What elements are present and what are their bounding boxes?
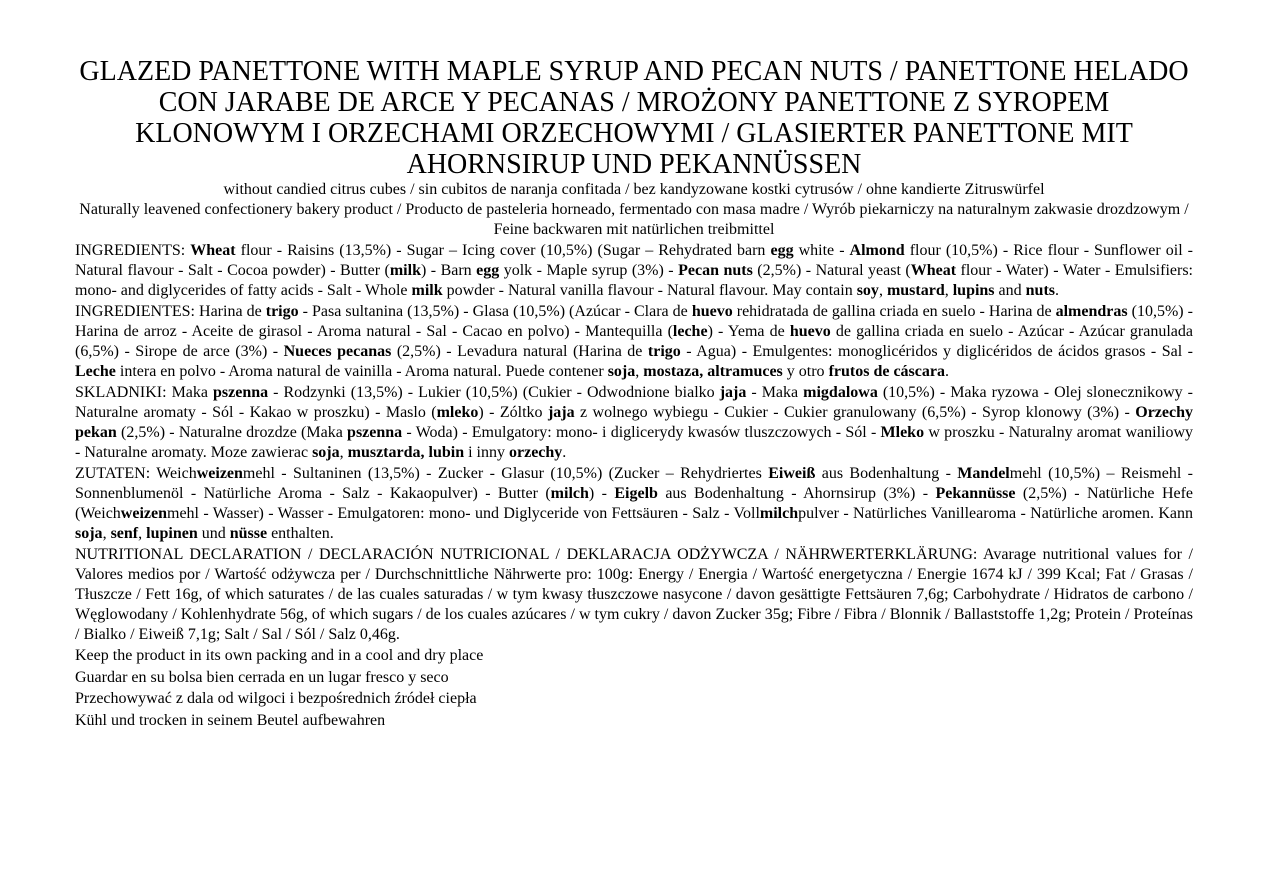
allergen-highlight: Wheat bbox=[190, 242, 236, 259]
subtitle-citrus: without candied citrus cubes / sin cubitos de naranja confitada / bez kandyzowane kostki cytrusów / ohne kandierte Zitruswürfel bbox=[223, 181, 1045, 198]
allergen-highlight: musztarda, lubin bbox=[347, 444, 465, 461]
allergen-highlight: Almond bbox=[849, 242, 905, 259]
product-title: GLAZED PANETTONE WITH MAPLE SYRUP AND PECAN NUTS / PANETTONE HELADO CON JARABE DE ARCE Y PECANAS / MROŻONY PANETTONE Z SYROPEM KLONOWYM I ORZECHAMI ORZECHOWYMI / GLASIERTER PANETTONE MIT AHORNSIRUP UND PEKANNÜSSEN bbox=[79, 56, 1189, 180]
allergen-highlight: milk bbox=[389, 262, 421, 279]
allergen-highlight: Wheat bbox=[910, 262, 957, 279]
allergen-highlight: soja bbox=[312, 444, 340, 461]
allergen-highlight: milk bbox=[411, 282, 443, 299]
allergen-highlight: jaja bbox=[719, 384, 747, 401]
allergen-highlight: Nueces pecanas bbox=[283, 343, 392, 360]
allergen-highlight: trigo bbox=[647, 343, 681, 360]
ingredients-en: INGREDIENTS: Wheat flour - Raisins (13,5%) - Sugar – Icing cover (10,5%) (Sugar – Rehydrated barn egg white - Almond flour (10,5%) - Rice flour - Sunflower oil - Natural flavour - Salt - Cocoa powder) - Butter (milk) - Barn egg yolk - Maple syrup (3%) - Pecan nuts (2,5%) - Natural yeast (Wheat flour - Water) - Water - Emulsifiers: mono- and diglycerides of fatty acids - Salt - Whole milk powder - Natural vanilla flavour - Natural flavour. May contain soy, mustard, lupins and nuts. bbox=[75, 242, 1194, 299]
ingredients-de: ZUTATEN: Weichweizenmehl - Sultaninen (13,5%) - Zucker - Glasur (10,5%) (Zucker – Rehydriertes Eiweiß aus Bodenhaltung - Mandelmehl (10,5%) – Reismehl - Sonnenblumenöl - Natürliche Aroma - Salz - Kakaopulver) - Butter (milch) - Eigelb aus Bodenhaltung - Ahornsirup (3%) - Pekannüsse (2,5%) - Natürliche Hefe (Weichweizenmehl - Wasser) - Wasser - Emulgatoren: mono- und Diglyceride von Fettsäuren - Salz - Vollmilchpulver - Natürliches Vanillearoma - Natürliche aromen. Kann soja, senf, lupinen und nüsse enthalten. bbox=[75, 465, 1194, 542]
allergen-highlight: Eigelb bbox=[614, 485, 658, 502]
product-label bbox=[75, 56, 1193, 731]
allergen-highlight: jaja bbox=[547, 404, 575, 421]
allergen-highlight: milch bbox=[759, 505, 799, 522]
allergen-highlight: migdalowa bbox=[803, 384, 878, 401]
allergen-highlight: egg bbox=[476, 262, 500, 279]
allergen-highlight: Eiweiß bbox=[768, 465, 816, 482]
storage-de: Kühl und trocken in seinem Beutel aufbewahren bbox=[75, 711, 386, 729]
allergen-highlight: trigo bbox=[265, 303, 299, 320]
allergen-highlight: orzechy bbox=[508, 444, 563, 461]
allergen-highlight: mleko bbox=[436, 404, 479, 421]
storage-en: Keep the product in its own packing and in a cool and dry place bbox=[75, 647, 484, 664]
allergen-highlight: mostaza, altramuces bbox=[643, 363, 783, 380]
allergen-highlight: weizen bbox=[196, 465, 243, 482]
ingredients-es: INGREDIENTES: Harina de trigo - Pasa sultanina (13,5%) - Glasa (10,5%) (Azúcar - Clara de huevo rehidratada de gallina criada en suelo - Harina de almendras (10,5%) - Harina de arroz - Aceite de girasol - Aroma natural - Sal - Cacao en polvo) - Mantequilla (leche) - Yema de huevo de gallina criada en suelo - Azúcar - Azúcar granulada (6,5%) - Sirope de arce (3%) - Nueces pecanas (2,5%) - Levadura natural (Harina de trigo - Agua) - Emulgentes: monoglicéridos y diglicéridos de ácidos grasos - Sal - Leche intera en polvo - Aroma natural de vainilla - Aroma natural. Puede contener soja, mostaza, altramuces y otro frutos de cáscara. bbox=[75, 303, 1194, 380]
allergen-highlight: nüsse bbox=[229, 525, 268, 542]
allergen-highlight: soja bbox=[607, 363, 636, 380]
allergen-highlight: frutos de cáscara bbox=[828, 363, 945, 380]
allergen-highlight: soy bbox=[856, 282, 879, 299]
ingredients-pl: SKLADNIKI: Maka pszenna - Rodzynki (13,5%) - Lukier (10,5%) (Cukier - Odwodnione bialko jaja - Maka migdalowa (10,5%) - Maka ryzowa - Olej slonecznikowy - Naturalne aromaty - Sól - Kakao w proszku) - Maslo (mleko) - Zóltko jaja z wolnego wybiegu - Cukier - Cukier granulowany (6,5%) - Syrop klonowy (3%) - Orzechy pekan (2,5%) - Naturalne drozdze (Maka pszenna - Woda) - Emulgatory: mono- i diglicerydy kwasów tluszczowych - Sól - Mleko w proszku - Naturalny aromat waniliowy - Naturalne aromaty. Moze zawierac soja, musztarda, lubin i inny orzechy. bbox=[75, 384, 1194, 461]
allergen-highlight: lupinen bbox=[146, 525, 198, 542]
allergen-highlight: Pekannüsse bbox=[935, 485, 1016, 502]
allergen-highlight: soja bbox=[75, 525, 103, 542]
allergen-highlight: lupins bbox=[952, 282, 995, 299]
allergen-highlight: almendras bbox=[1055, 303, 1128, 320]
allergen-highlight: milch bbox=[550, 485, 589, 502]
allergen-highlight: leche bbox=[672, 323, 708, 340]
allergen-highlight: egg bbox=[770, 242, 794, 259]
allergen-highlight: pszenna bbox=[347, 424, 403, 441]
allergen-highlight: Pecan nuts bbox=[678, 262, 753, 279]
allergen-highlight: weizen bbox=[120, 505, 167, 522]
allergen-highlight: Orzechy pekan bbox=[75, 404, 1193, 441]
allergen-highlight: mustard bbox=[886, 282, 945, 299]
allergen-highlight: Mleko bbox=[880, 424, 925, 441]
allergen-highlight: huevo bbox=[691, 303, 733, 320]
storage-es: Guardar en su bolsa bien cerrada en un lugar fresco y seco bbox=[75, 668, 449, 686]
storage-instructions bbox=[75, 645, 1193, 731]
allergen-highlight: senf bbox=[110, 525, 139, 542]
allergen-highlight: pszenna bbox=[213, 384, 269, 401]
allergen-highlight: huevo bbox=[789, 323, 831, 340]
nutritional-declaration: NUTRITIONAL DECLARATION / DECLARACIÓN NUTRICIONAL / DEKLARACJA ODŻYWCZA / NÄHRWERTERKLÄRUNG: Avarage nutritional values for / Valores medios por / Wartość odżywcza per / Durchschnittliche Nährwerte pro: 100g: Energy / Energia / Wartość energetyczna / Energie 1674 kJ / 399 Kcal; Fat / Grasas / Tłuszcze / Fett 16g, of which saturates / de las cuales saturadas / w tym kwasy tłuszczowe nasycone / davon gesättigte Fettsäuren 7,6g; Carbohydrate / Hidratos de carbono / Węglowodany / Kohlenhydrate 56g, of which sugars / de los cuales azúcares / w tym cukry / davon Zucker 35g; Fibre / Fibra / Blonnik / Ballaststoffe 1,2g; Protein / Proteínas / Bialko / Eiweiß 7,1g; Salt / Sal / Sól / Salz 0,46g. bbox=[75, 546, 1193, 643]
subtitle-leavened: Naturally leavened confectionery bakery product / Producto de pasteleria horneado, fermentado con masa madre / Wyrób piekarniczy na naturalnym zakwasie drozdzowym / Feine backwaren mit natürlichen treibmittel bbox=[79, 201, 1189, 238]
storage-pl: Przechowywać z dala od wilgoci i bezpośrednich źródeł ciepła bbox=[75, 690, 477, 707]
allergen-highlight: Leche bbox=[75, 363, 116, 380]
allergen-highlight: nuts bbox=[1025, 282, 1055, 299]
allergen-highlight: Mandel bbox=[957, 465, 1010, 482]
